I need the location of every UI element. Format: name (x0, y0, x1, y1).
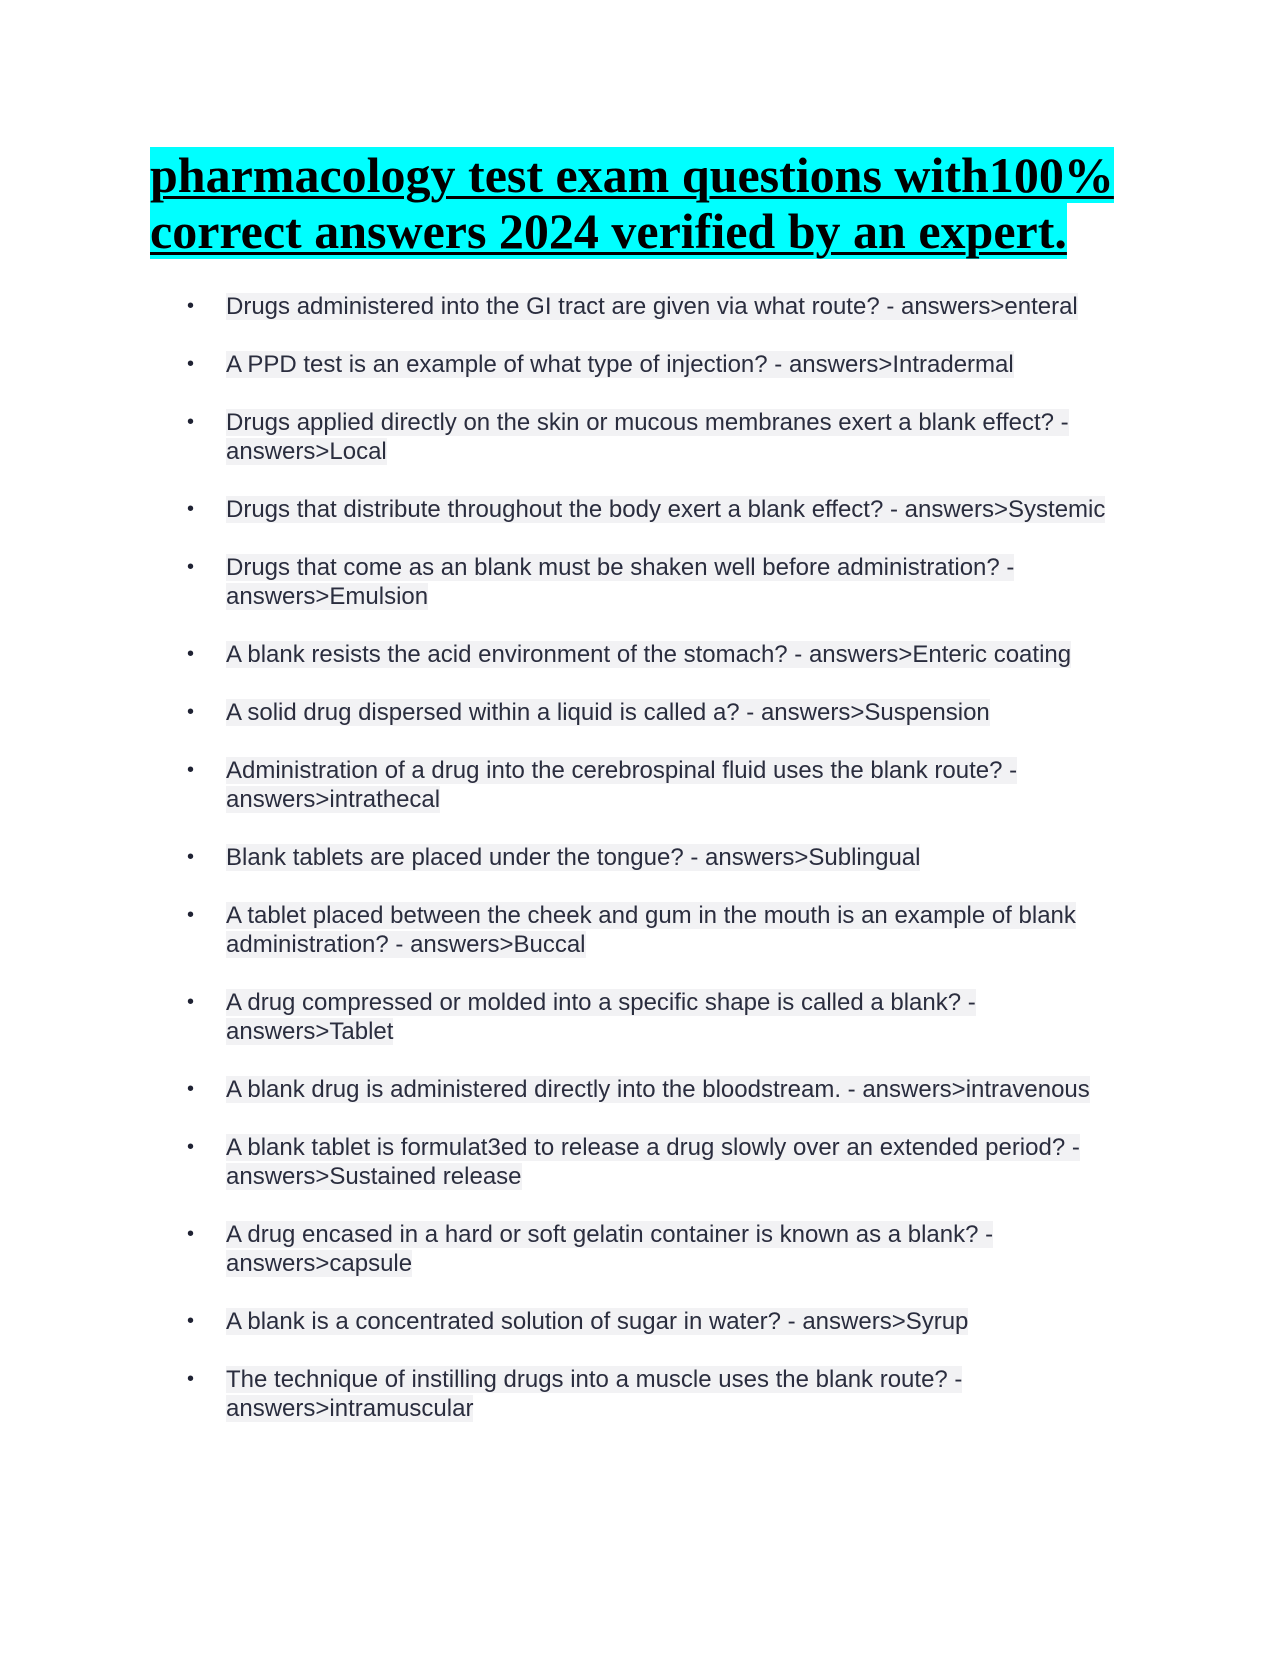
bullet-icon: • (187, 295, 195, 317)
list-item (0, 698, 1280, 727)
qa-text: A PPD test is an example of what type of injection? - answers>Intradermal (226, 351, 1014, 378)
list-item (0, 901, 1280, 959)
list-item (0, 843, 1280, 872)
qa-text: Drugs applied directly on the skin or mucous membranes exert a blank effect? - answers>Local (226, 409, 1069, 465)
bullet-icon: • (187, 759, 195, 781)
list-item (0, 1365, 1280, 1423)
list-item (0, 408, 1280, 466)
list-item (0, 1133, 1280, 1191)
bullet-icon: • (187, 991, 195, 1013)
qa-text: A blank resists the acid environment of the stomach? - answers>Enteric coating (226, 641, 1072, 668)
list-item (0, 1220, 1280, 1278)
list-item (0, 756, 1280, 814)
qa-text: Drugs that come as an blank must be shaken well before administration? - answers>Emulsion (226, 554, 1015, 610)
qa-text: Drugs that distribute throughout the body exert a blank effect? - answers>Systemic (226, 496, 1106, 523)
list-item (0, 553, 1280, 611)
document-title (150, 147, 1140, 259)
bullet-icon: • (187, 1223, 195, 1245)
bullet-icon: • (187, 1078, 195, 1100)
bullet-icon: • (187, 1136, 195, 1158)
qa-text: Blank tablets are placed under the tongue? - answers>Sublingual (226, 844, 921, 871)
bullet-icon: • (187, 701, 195, 723)
bullet-icon: • (187, 846, 195, 868)
qa-text: A blank is a concentrated solution of sugar in water? - answers>Syrup (226, 1308, 969, 1335)
list-item (0, 1307, 1280, 1336)
qa-list (0, 292, 1280, 1452)
document-title-text: pharmacology test exam questions with100% correct answers 2024 verified by an expert. (150, 147, 1114, 259)
bullet-icon: • (187, 1310, 195, 1332)
list-item (0, 350, 1280, 379)
bullet-icon: • (187, 1368, 195, 1390)
bullet-icon: • (187, 643, 195, 665)
bullet-icon: • (187, 411, 195, 433)
qa-text: A tablet placed between the cheek and gum in the mouth is an example of blank administration? - answers>Buccal (226, 902, 1076, 958)
qa-text: The technique of instilling drugs into a muscle uses the blank route? - answers>intramuscular (226, 1366, 963, 1422)
qa-text: A solid drug dispersed within a liquid is called a? - answers>Suspension (226, 699, 990, 726)
bullet-icon: • (187, 353, 195, 375)
qa-text: Administration of a drug into the cerebrospinal fluid uses the blank route? - answers>intrathecal (226, 757, 1018, 813)
list-item (0, 1075, 1280, 1104)
qa-text: A drug encased in a hard or soft gelatin container is known as a blank? - answers>capsule (226, 1221, 994, 1277)
list-item (0, 640, 1280, 669)
bullet-icon: • (187, 904, 195, 926)
list-item (0, 988, 1280, 1046)
qa-text: A drug compressed or molded into a specific shape is called a blank? - answers>Tablet (226, 989, 976, 1045)
qa-text: A blank drug is administered directly into the bloodstream. - answers>intravenous (226, 1076, 1090, 1103)
qa-text: Drugs administered into the GI tract are given via what route? - answers>enteral (226, 293, 1078, 320)
list-item (0, 495, 1280, 524)
list-item (0, 292, 1280, 321)
qa-text: A blank tablet is formulat3ed to release a drug slowly over an extended period? - answers>Sustained release (226, 1134, 1080, 1190)
bullet-icon: • (187, 498, 195, 520)
bullet-icon: • (187, 556, 195, 578)
